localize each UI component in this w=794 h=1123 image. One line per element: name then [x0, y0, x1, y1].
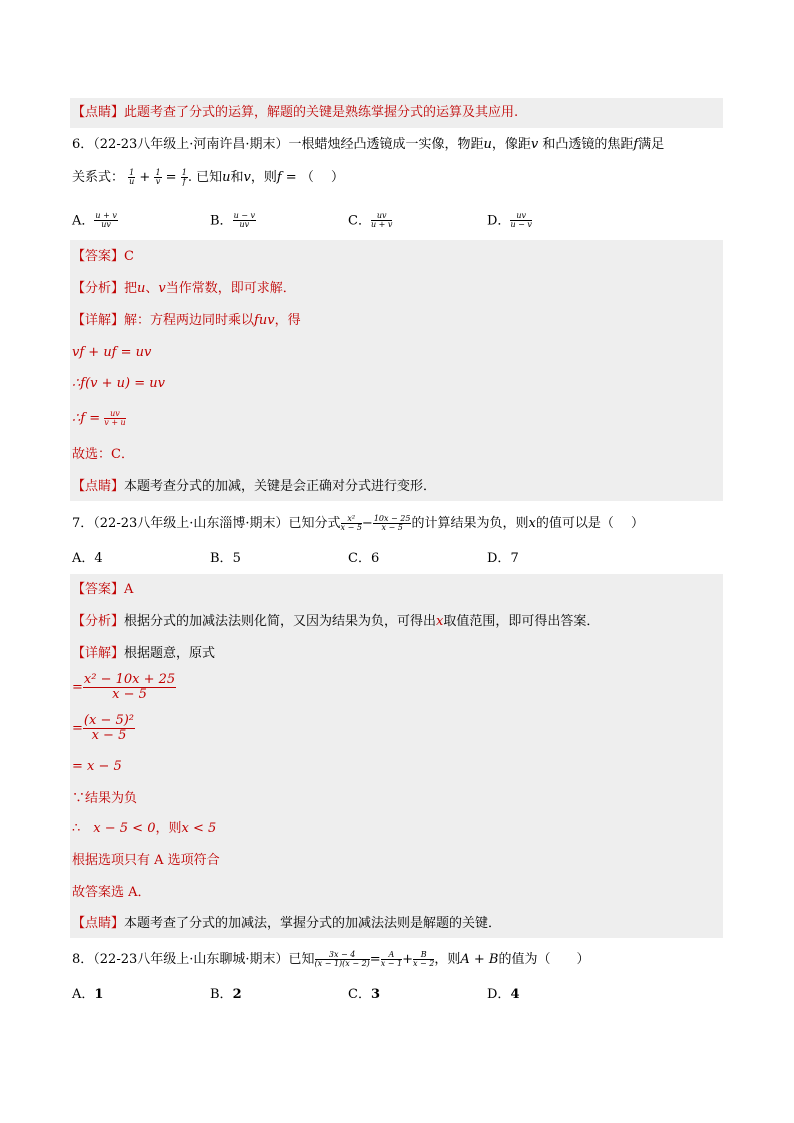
analysis-post: 取值范围，即可得出答案． [443, 614, 600, 629]
q8-frac1-den: (x − 1)(x − 2) [314, 959, 370, 968]
q7-frac2 [373, 515, 412, 533]
option-label: B． [210, 551, 233, 566]
option-label: B． [210, 213, 233, 229]
q6-u2: u [222, 170, 231, 185]
q8-frac1 [315, 951, 370, 969]
detail-text: 根据题意，原式 [124, 646, 216, 661]
analysis-tag: 【分析】 [72, 281, 125, 296]
q6-eq-frac3 [181, 169, 188, 187]
step3-den: v + u [104, 418, 126, 427]
top-note [72, 104, 518, 122]
option-num: uv [371, 212, 392, 221]
q6-v: v [530, 137, 539, 152]
analysis-var: x [436, 614, 444, 629]
q6-then: ，则 [250, 170, 277, 185]
q6-mid1: ，像距 [491, 137, 531, 152]
option-den: uv [101, 220, 111, 230]
q6-option-c[interactable] [348, 212, 392, 230]
option-num: u − v [233, 211, 256, 220]
option-den: u + v [370, 220, 393, 230]
q8-frac1-num: 3x − 4 [315, 951, 370, 960]
option-label: A． [72, 213, 95, 229]
option-label: D． [487, 987, 511, 1002]
option-value: 6 [370, 551, 380, 566]
option-value: 4 [94, 551, 103, 566]
q7-prefix: 7．（22-23八年级上·山东淄博·期末）已知分式 [72, 516, 341, 531]
option-label: A． [72, 551, 95, 566]
step5-pre: ∴ [72, 821, 94, 836]
q8-option-b[interactable] [210, 986, 242, 1004]
q6-eq-frac2-den: v [155, 177, 161, 186]
option-frac [510, 212, 531, 230]
option-label: C． [348, 987, 371, 1002]
option-num: u + v [95, 211, 117, 220]
q8-prefix: 8．（22-23八年级上·山东聊城·期末）已知 [72, 952, 315, 967]
analysis-var2: v [158, 281, 166, 296]
q8-expr: A + B [460, 952, 499, 967]
q6-option-b[interactable] [210, 212, 256, 230]
option-frac [94, 212, 117, 230]
q6-option-d[interactable] [487, 212, 532, 230]
detail-var: fuv [254, 313, 275, 328]
step2-den: x − 5 [91, 728, 127, 743]
comment-text: 本题考查分式的加减，关键是会正确对分式进行变形． [124, 479, 437, 494]
q6-eq-frac2-num: 1 [155, 167, 161, 177]
q8-suffix: ，则 [434, 952, 461, 967]
option-label: C． [348, 551, 371, 566]
detail-tag: 【详解】 [72, 313, 125, 328]
q6-options [72, 208, 672, 238]
option-value: 3 [370, 987, 380, 1002]
q7-frac2-den: x − 5 [381, 523, 403, 532]
step1-num: x² − 10x + 25 [83, 672, 176, 688]
answer-tag: 【答案】 [72, 249, 125, 264]
analysis-pre: 根据分式的加减法法则化简，又因为结果为负，可得出 [124, 614, 437, 629]
eq-sign: = [72, 721, 83, 736]
q8-plus: + [402, 952, 413, 967]
q7-step5 [72, 820, 216, 838]
q6-step1: vf + uf = uv [72, 345, 152, 360]
q6-and: 和 [230, 170, 244, 185]
q6-u: u [483, 137, 492, 152]
q7-answer [72, 581, 133, 599]
analysis-var1: u [137, 281, 146, 296]
q7-comment [72, 915, 501, 933]
q7-analysis [72, 613, 599, 631]
note-tag: 【点睛】 [72, 105, 125, 120]
q6-stem-line2 [72, 166, 344, 190]
q8-frac2-den: x − 1 [380, 959, 403, 968]
comment-tag: 【点睛】 [72, 916, 125, 931]
q6-eq-frac1 [128, 169, 135, 187]
q7-detail [72, 645, 215, 663]
q6-detail [72, 312, 301, 330]
q6-v2: v [243, 170, 251, 185]
q6-f: f [633, 137, 639, 152]
q7-step4: ∵结果为负 [72, 791, 138, 806]
q6-f2: f [276, 170, 282, 185]
option-value: 7 [510, 551, 519, 566]
option-label: A． [72, 987, 95, 1002]
option-label: B． [210, 987, 233, 1002]
step1-den: x − 5 [112, 687, 147, 702]
option-frac [233, 212, 256, 230]
comment-tag: 【点睛】 [72, 479, 125, 494]
q6-eq-frac3-num: 1 [181, 167, 187, 177]
q8-option-c[interactable] [348, 986, 380, 1004]
q7-option-d[interactable] [487, 550, 519, 568]
q6-eq-sign: = [165, 170, 177, 185]
step5-math: x − 5 < 0 [93, 821, 156, 836]
q6-step3 [72, 404, 126, 434]
q7-frac1-den: x − 5 [340, 523, 362, 532]
q7-x: x [528, 516, 536, 531]
detail-tag: 【详解】 [72, 646, 125, 661]
option-label: C． [348, 213, 371, 229]
q7-minus: − [361, 516, 373, 531]
q7-option-c[interactable] [348, 550, 379, 568]
q8-frac3-num: B [413, 951, 434, 960]
q7-frac1 [341, 515, 362, 533]
detail-text: 解：方程两边同时乘以 [124, 313, 255, 328]
option-value: 5 [232, 551, 241, 566]
q6-step2: ∴f(v + u) = uv [72, 376, 165, 391]
q6-conclusion: 故选：C． [72, 447, 134, 462]
q6-line2-rest: . 已知 [187, 170, 223, 185]
q6-prefix: 6．（22-23八年级上·河南许昌·期末）一根蜡烛经凸透镜成一实像，物距 [72, 137, 484, 152]
q7-suffix: 的计算结果为负，则 [411, 516, 529, 531]
q6-blank: = （ ） [281, 170, 344, 185]
analysis-post: 当作常数，即可求解． [165, 281, 296, 296]
q8-frac2 [381, 951, 402, 969]
q6-comment [72, 478, 436, 496]
q6-option-a[interactable] [72, 212, 118, 230]
q6-eq-plus: + [139, 170, 151, 185]
q6-analysis [72, 280, 296, 298]
analysis-pre: 把 [124, 281, 138, 296]
analysis-tag: 【分析】 [72, 614, 125, 629]
option-value: 1 [94, 987, 104, 1002]
step3-num: uv [104, 410, 125, 419]
step5-math2: x < 5 [181, 821, 217, 836]
option-label: D． [487, 551, 511, 566]
step3-pre: ∴f = [72, 411, 101, 426]
option-value: 2 [232, 987, 242, 1002]
option-frac [371, 212, 392, 230]
q7-option-b[interactable] [210, 550, 241, 568]
option-den: uv [239, 220, 250, 230]
option-den: u − v [510, 220, 532, 230]
q7-step1 [72, 668, 176, 708]
option-num: uv [510, 212, 531, 221]
q7-step7: 故答案选 A． [72, 885, 151, 900]
q6-eq-frac2 [154, 169, 161, 187]
q8-eq: = [369, 952, 381, 967]
analysis-sep: 、 [145, 281, 159, 296]
q7-suffix2: 的值可以是（ ） [535, 516, 644, 531]
answer-value: A [124, 582, 134, 597]
q6-answer [72, 248, 134, 266]
answer-tag: 【答案】 [72, 582, 125, 597]
q6-line2-label: 关系式： [72, 170, 125, 185]
q6-eq-frac3-den: f [182, 177, 186, 186]
option-label: D． [487, 213, 511, 229]
q7-frac2-num: 10x − 25 [373, 513, 411, 523]
q8-suffix2: 的值为（ ） [498, 952, 590, 967]
q8-frac3 [413, 951, 434, 969]
q8-frac2-num: A [381, 951, 402, 960]
q6-mid2: 和凸透镜的焦距 [538, 137, 634, 152]
q7-step6: 根据选项只有 A 选项符合 [72, 853, 220, 868]
q6-eq-frac1-num: 1 [129, 167, 135, 177]
q8-frac3-den: x − 2 [412, 959, 435, 968]
step2-num: (x − 5)² [83, 713, 135, 729]
q6-stem-line1 [72, 136, 664, 154]
step3-frac [104, 410, 125, 428]
q8-option-a[interactable] [72, 986, 103, 1004]
detail-end: ，得 [274, 313, 301, 328]
q6-eq-frac1-den: u [129, 177, 135, 186]
step1-frac [83, 673, 176, 701]
note-text: 此题考查了分式的运算，解题的关键是熟练掌握分式的运算及其应用. [124, 105, 519, 120]
q7-frac1-num: x² [341, 515, 362, 524]
comment-text: 本题考查了分式的加减法，掌握分式的加减法法则是解题的关键． [124, 916, 502, 931]
q7-step3: = x − 5 [72, 759, 122, 774]
q8-options [72, 986, 672, 1006]
q7-option-a[interactable] [72, 550, 103, 568]
q7-options [72, 550, 672, 570]
q8-option-d[interactable] [487, 986, 519, 1004]
q6-end: 满足 [638, 137, 665, 152]
step5-mid: ，则 [155, 821, 182, 836]
q8-stem [72, 946, 590, 974]
step2-frac [83, 714, 135, 742]
answer-value: C [124, 249, 134, 264]
q7-stem [72, 510, 644, 538]
q7-step2 [72, 709, 135, 749]
option-value: 4 [510, 987, 520, 1002]
eq-sign: = [72, 680, 83, 695]
